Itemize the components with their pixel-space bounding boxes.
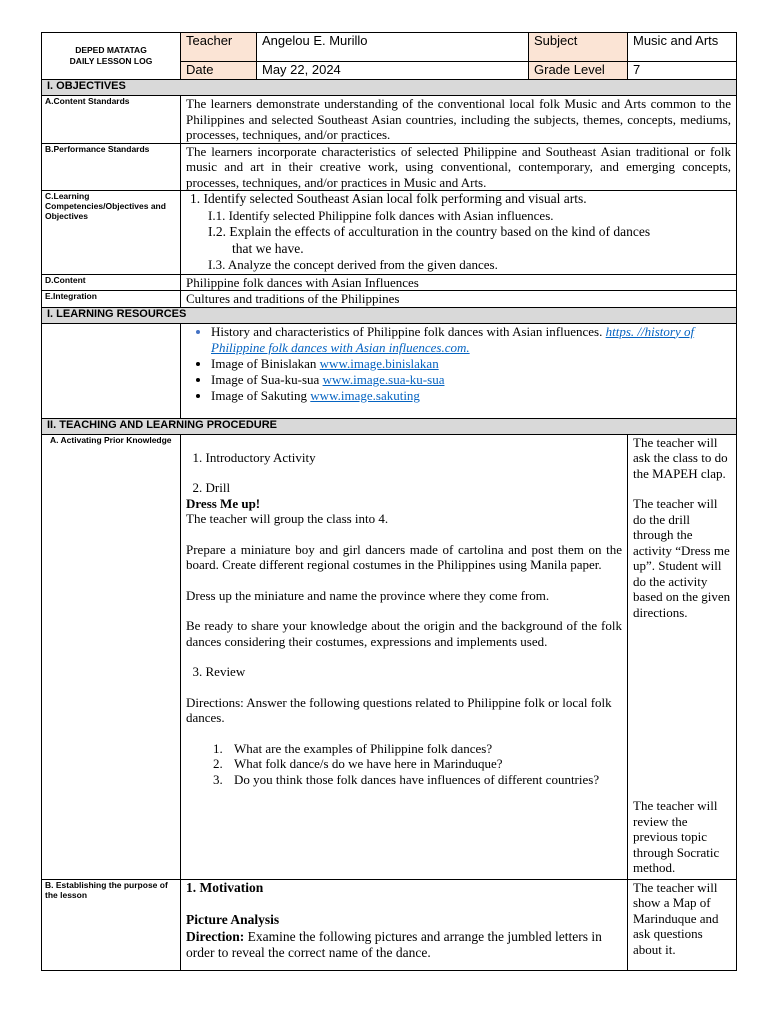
competency-2-continued: that we have. xyxy=(232,240,304,256)
daily-lesson-log xyxy=(41,32,736,971)
school-line-2: DAILY LESSON LOG xyxy=(69,56,153,66)
grade-value: 7 xyxy=(628,62,737,80)
performance-standards-text: The learners incorporate characteristics of selected Philippine and Southeast Asian traditional or folk music and art in their creative work, using conventional, contemporary, and emerging concepts, processes, techniques, and/or practices in Music and Arts. xyxy=(181,143,737,191)
review-directions: Directions: Answer the following questions related to Philippine folk or local folk dances. xyxy=(186,694,612,725)
teacher-label: Teacher xyxy=(181,33,257,62)
establishing-purpose-cell xyxy=(181,879,628,970)
integration-label: E.Integration xyxy=(42,291,181,308)
teacher-value: Angelou E. Murillo xyxy=(257,33,529,62)
grade-label: Grade Level xyxy=(529,62,628,80)
competency-3: I.3. Analyze the concept derived from the given dances. xyxy=(208,257,498,272)
resource-item: • Image of Binislakan www.image.binislakan xyxy=(211,356,731,372)
review-heading: 3. Review xyxy=(192,664,246,679)
resources-section-title: I. LEARNING RESOURCES xyxy=(42,307,737,323)
drill-paragraph-1: The teacher will group the class into 4. xyxy=(186,511,389,526)
establishing-purpose-label: B. Establishing the purpose of the lesson xyxy=(42,879,181,970)
subject-value: Music and Arts xyxy=(628,33,737,62)
resource-link-history[interactable]: https. //history of Philippine folk dances with Asian influences.com. xyxy=(211,323,695,355)
activating-prior-knowledge-cell xyxy=(181,434,628,879)
date-label: Date xyxy=(181,62,257,80)
activating-prior-knowledge-label: A. Activating Prior Knowledge xyxy=(42,434,181,879)
note-mapeh-clap: The teacher will ask the class to do the MAPEH clap. xyxy=(633,434,728,481)
establishing-purpose-notes xyxy=(628,879,737,970)
resource-link-binislakan[interactable]: www.image.binislakan xyxy=(319,355,439,371)
competency-2: I.2. Explain the effects of acculturation in the country based on the kind of dances xyxy=(208,224,651,239)
integration-text: Cultures and traditions of the Philippines xyxy=(181,291,737,308)
content-text: Philippine folk dances with Asian Influences xyxy=(181,274,737,291)
content-label: D.Content xyxy=(42,274,181,291)
date-value: May 22, 2024 xyxy=(257,62,529,80)
review-questions xyxy=(186,741,622,788)
content-standards-label: A.Content Standards xyxy=(42,96,181,144)
motivation-heading: 1. Motivation xyxy=(186,879,264,895)
lesson-log-table xyxy=(41,32,737,971)
activating-prior-knowledge-notes xyxy=(628,434,737,879)
procedure-section-title: II. TEACHING AND LEARNING PROCEDURE xyxy=(42,418,737,434)
competency-main: 1. Identify selected Southeast Asian local folk performing and visual arts. xyxy=(190,191,587,206)
resource-link-sakuting[interactable]: www.image.sakuting xyxy=(310,387,420,403)
resources-label-empty xyxy=(42,323,181,418)
competencies-label: C.Learning Competencies/Objectives and Objectives xyxy=(42,191,181,275)
subject-label: Subject xyxy=(529,33,628,62)
note-drill: The teacher will do the drill through the activity “Dress me up”. Student will do the activity based on the given directions. xyxy=(633,496,731,620)
competency-1: I.1. Identify selected Philippine folk dances with Asian influences. xyxy=(208,207,554,223)
direction-text: Examine the following pictures and arrange the jumbled letters in order to reveal the correct name of the dance. xyxy=(186,928,602,960)
resource-item: • History and characteristics of Philippine folk dances with Asian influences. https. //history of Philippine folk dances with Asian influences.com. xyxy=(211,324,731,356)
drill-title: Dress Me up! xyxy=(186,495,261,511)
drill-paragraph-4: Be ready to share your knowledge about the origin and the background of the folk dances considering their costumes, expressions and implements used. xyxy=(186,618,622,649)
school-title xyxy=(42,33,181,80)
drill-paragraph-3: Dress up the miniature and name the province where they come from. xyxy=(186,587,550,603)
resources-list xyxy=(186,324,731,404)
introductory-activity: 1. Introductory Activity xyxy=(192,449,316,465)
school-line-1: DEPED MATATAG xyxy=(75,45,147,55)
review-question: 2. What folk dance/s do we have here in Marinduque? xyxy=(226,756,622,772)
objectives-section-title: I. OBJECTIVES xyxy=(42,80,737,96)
resource-link-sua-ku-sua[interactable]: www.image.sua-ku-sua xyxy=(322,371,445,387)
review-question: 1. What are the examples of Philippine folk dances? xyxy=(226,741,622,757)
resource-item: • Image of Sakuting www.image.sakuting xyxy=(211,388,731,404)
drill-paragraph-2: Prepare a miniature boy and girl dancers made of cartolina and post them on the board. Create different regional costumes in the Philippines using Manila paper. xyxy=(186,541,622,572)
resource-item: • Image of Sua-ku-sua www.image.sua-ku-sua xyxy=(211,372,731,388)
drill-heading: 2. Drill xyxy=(192,480,231,495)
competencies-cell xyxy=(181,191,737,275)
note-map: The teacher will show a Map of Marinduque and ask questions about it. xyxy=(633,879,719,957)
picture-analysis-heading: Picture Analysis xyxy=(186,912,280,927)
content-standards-text: The learners demonstrate understanding of the conventional local folk Music and Arts common to the Philippines and selected Southeast Asian countries, including the subjects, themes, concepts, mediums, processes, techniques, and/or practices. xyxy=(181,96,737,144)
review-question: 3. Do you think those folk dances have influences of different countries? xyxy=(226,772,622,788)
direction-label: Direction: xyxy=(186,928,245,944)
note-review: The teacher will review the previous topic through Socratic method. xyxy=(633,798,720,875)
performance-standards-label: B.Performance Standards xyxy=(42,143,181,191)
resources-cell xyxy=(181,323,737,418)
